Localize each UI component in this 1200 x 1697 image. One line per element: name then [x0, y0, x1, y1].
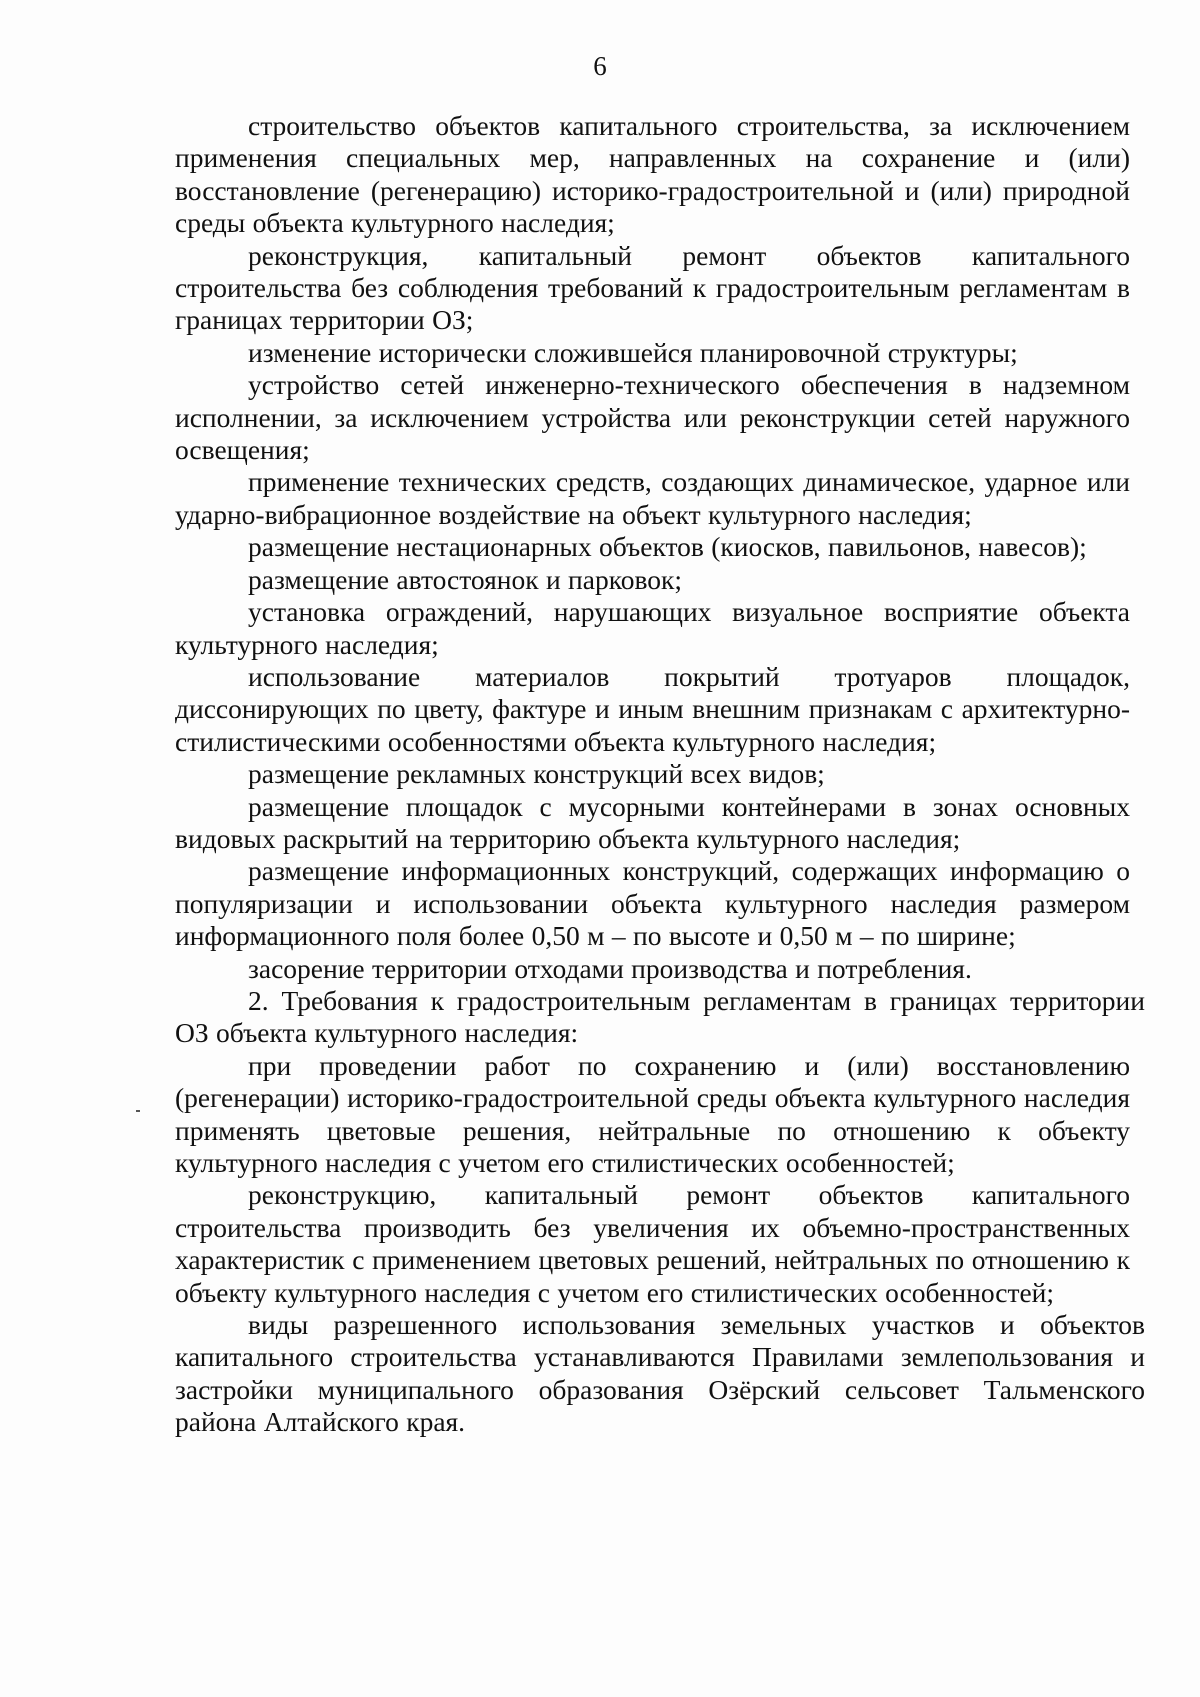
page-number: 6 — [593, 51, 607, 81]
paragraph-9: использование материалов покрытий тротуаров площадок, диссонирующих по цвету, фактуре и иным внешним признакам с архитектурно-стилистическими особенностями объекта культурного наследия; — [175, 660, 1130, 757]
paragraph-5: применение технических средств, создающих динамическое, ударное или ударно-вибрационное воздействие на объект культурного наследия; — [175, 466, 1130, 530]
margin-mark — [136, 1110, 140, 1112]
section-heading-2: 2. Требования к градостроительным регламентам в границах территории ОЗ объекта культурного наследия: — [175, 984, 1145, 1049]
paragraph-6: размещение нестационарных объектов (киосков, павильонов, навесов); — [248, 531, 1087, 563]
paragraph-11: размещение площадок с мусорными контейнерами в зонах основных видовых раскрытий на территорию объекта культурного наследия; — [175, 790, 1130, 854]
document-body — [175, 110, 1145, 1439]
paragraph-13: засорение территории отходами производства и потребления. — [248, 952, 972, 984]
paragraph-8: установка ограждений, нарушающих визуальное восприятие объекта культурного наследия; — [175, 596, 1130, 660]
paragraph-17: виды разрешенного использования земельных участков и объектов капитального строительства устанавливаются Правилами землепользования и застройки муниципального образования Озёрский сельсовет Тальменского района Алтайского края. — [175, 1309, 1145, 1438]
paragraph-10: размещение рекламных конструкций всех видов; — [248, 758, 825, 790]
paragraph-7: размещение автостоянок и парковок; — [248, 563, 682, 595]
paragraph-15: при проведении работ по сохранению и (или) восстановлению (регенерации) историко-градостроительной среды объекта культурного наследия применять цветовые решения, нейтральные по отношению к объекту культурного наследия с учетом его стилистических особенностей; — [175, 1049, 1130, 1178]
paragraph-2: реконструкция, капитальный ремонт объектов капитального строительства без соблюдения требований к градостроительным регламентам в границах территории ОЗ; — [175, 239, 1130, 336]
paragraph-16: реконструкцию, капитальный ремонт объектов капитального строительства производить без увеличения их объемно-пространственных характеристик с применением цветовых решений, нейтральных по отношению к объекту культурного наследия с учетом его стилистических особенностей; — [175, 1179, 1130, 1308]
paragraph-3: изменение исторически сложившейся планировочной структуры; — [248, 336, 1018, 368]
paragraph-4: устройство сетей инженерно-технического обеспечения в надземном исполнении, за исключением устройства или реконструкции сетей наружного освещения; — [175, 369, 1130, 466]
paragraph-1: строительство объектов капитального строительства, за исключением применения специальных мер, направленных на сохранение и (или) восстановление (регенерацию) историко-градостроительной и (или) природной среды объекта культурного наследия; — [175, 110, 1130, 239]
paragraph-12: размещение информационных конструкций, содержащих информацию о популяризации и использовании объекта культурного наследия размером информационного поля более 0,50 м – по высоте и 0,50 м – по ширине; — [175, 855, 1130, 952]
